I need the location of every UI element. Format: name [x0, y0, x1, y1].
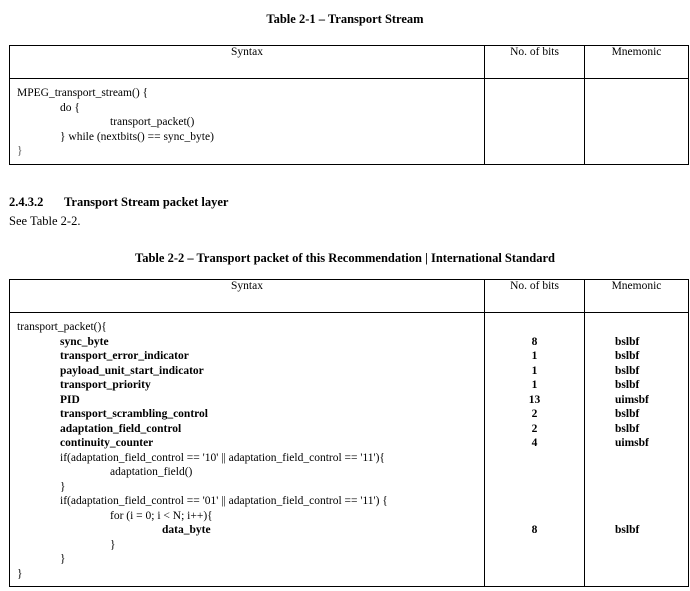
table2-caption: Table 2-2 – Transport packet of this Recommendation | International Standard [135, 251, 555, 265]
table2-header-mnemonic: Mnemonic [585, 280, 689, 313]
table1-line: } [17, 145, 23, 157]
table2-syntax-line: PID [60, 393, 80, 406]
table1-bits-cell [485, 79, 585, 165]
table2-syntax-line: } [60, 553, 66, 565]
table2-mnemonic-value: bslbf [615, 408, 640, 420]
table1-line: do { [60, 101, 80, 114]
table2-bits-value: 2 [531, 408, 538, 420]
table2-bits-value [485, 480, 584, 495]
table2-bits-value [485, 465, 584, 480]
table1 [9, 45, 689, 165]
table2-syntax-line: data_byte [162, 524, 211, 536]
table2-bits-value: 1 [531, 379, 538, 391]
table2-bits-value [485, 494, 584, 509]
table1-header-syntax: Syntax [10, 46, 485, 79]
table2-bits-value: 1 [531, 350, 538, 362]
table2-syntax-line: payload_unit_start_indicator [60, 364, 204, 377]
table2-bits-value: 2 [531, 422, 538, 435]
table2-mnemonic-value [585, 451, 688, 466]
table2-syntax-line: transport_packet(){ [17, 321, 107, 333]
table2-bits-value: 1 [531, 364, 538, 377]
table2-syntax-line: if(adaptation_field_control == '01' || adaptation_field_control == '11') { [60, 495, 388, 507]
table2-syntax-cell [10, 313, 485, 587]
section-text: See Table 2-2. [9, 214, 81, 228]
table2-mnemonic-value [585, 494, 688, 509]
table2-syntax-line: } [60, 480, 66, 493]
table2-syntax-line: sync_byte [60, 335, 109, 348]
table2-mnemonic-value [585, 538, 688, 553]
table2-mnemonic-value [585, 465, 688, 480]
table1-line: } while (nextbits() == sync_byte) [60, 130, 214, 143]
table1-line: MPEG_transport_stream() { [17, 87, 149, 99]
table2-mnemonic-value: bslbf [615, 364, 640, 377]
table1-line: transport_packet() [110, 116, 195, 128]
table2-bits-value: 4 [531, 437, 538, 449]
table2-syntax-line: transport_scrambling_control [60, 408, 209, 420]
table2-mnemonic-cell [585, 313, 689, 587]
table2-syntax-line: adaptation_field() [110, 466, 193, 478]
table2-bits-value [485, 509, 584, 524]
table2-bits-value [485, 552, 584, 567]
table2-mnemonic-value [585, 509, 688, 524]
section-heading [9, 195, 228, 210]
table2-header-syntax: Syntax [10, 280, 485, 313]
table1-mnemonic-cell [585, 79, 689, 165]
table2-mnemonic-value: bslbf [615, 350, 640, 362]
table2-header-bits: No. of bits [485, 280, 585, 313]
table1-caption: Table 2-1 – Transport Stream [266, 12, 424, 26]
table2-bits-value [485, 538, 584, 553]
table2-mnemonic-value: bslbf [615, 422, 640, 435]
table2-bits-cell [485, 313, 585, 587]
table2-mnemonic-value [585, 480, 688, 495]
table2-mnemonic-value: bslbf [615, 524, 640, 536]
table1-header-bits: No. of bits [485, 46, 585, 79]
table2-bits-value [485, 451, 584, 466]
table2-syntax-line: transport_error_indicator [60, 350, 189, 362]
table2-mnemonic-value: bslbf [615, 379, 640, 391]
table2-syntax-line: adaptation_field_control [60, 422, 182, 435]
section-number: 2.4.3.2 [9, 195, 44, 209]
table2 [9, 279, 689, 587]
table2-mnemonic-value: uimsbf [615, 437, 649, 449]
table2-bits-value: 8 [531, 335, 538, 348]
table2-mnemonic-value: uimsbf [615, 393, 649, 406]
table2-syntax-line: if(adaptation_field_control == '10' || adaptation_field_control == '11'){ [60, 451, 385, 464]
table2-syntax-line: transport_priority [60, 379, 151, 391]
table2-mnemonic-value [585, 567, 688, 582]
table2-syntax-line: for (i = 0; i < N; i++){ [110, 509, 213, 522]
table2-bits-value [485, 320, 584, 335]
table2-syntax-line: } [17, 567, 23, 580]
section-title: Transport Stream packet layer [64, 195, 229, 209]
table1-syntax-cell [10, 79, 485, 165]
table2-mnemonic-value: bslbf [615, 335, 640, 348]
table2-mnemonic-value [585, 552, 688, 567]
table2-bits-value [485, 567, 584, 582]
table2-syntax-line: } [110, 538, 116, 551]
table1-header-mnemonic: Mnemonic [585, 46, 689, 79]
table2-bits-value: 8 [531, 524, 538, 536]
table2-bits-value: 13 [528, 393, 541, 406]
table2-syntax-line: continuity_counter [60, 437, 154, 449]
table2-mnemonic-value [585, 320, 688, 335]
